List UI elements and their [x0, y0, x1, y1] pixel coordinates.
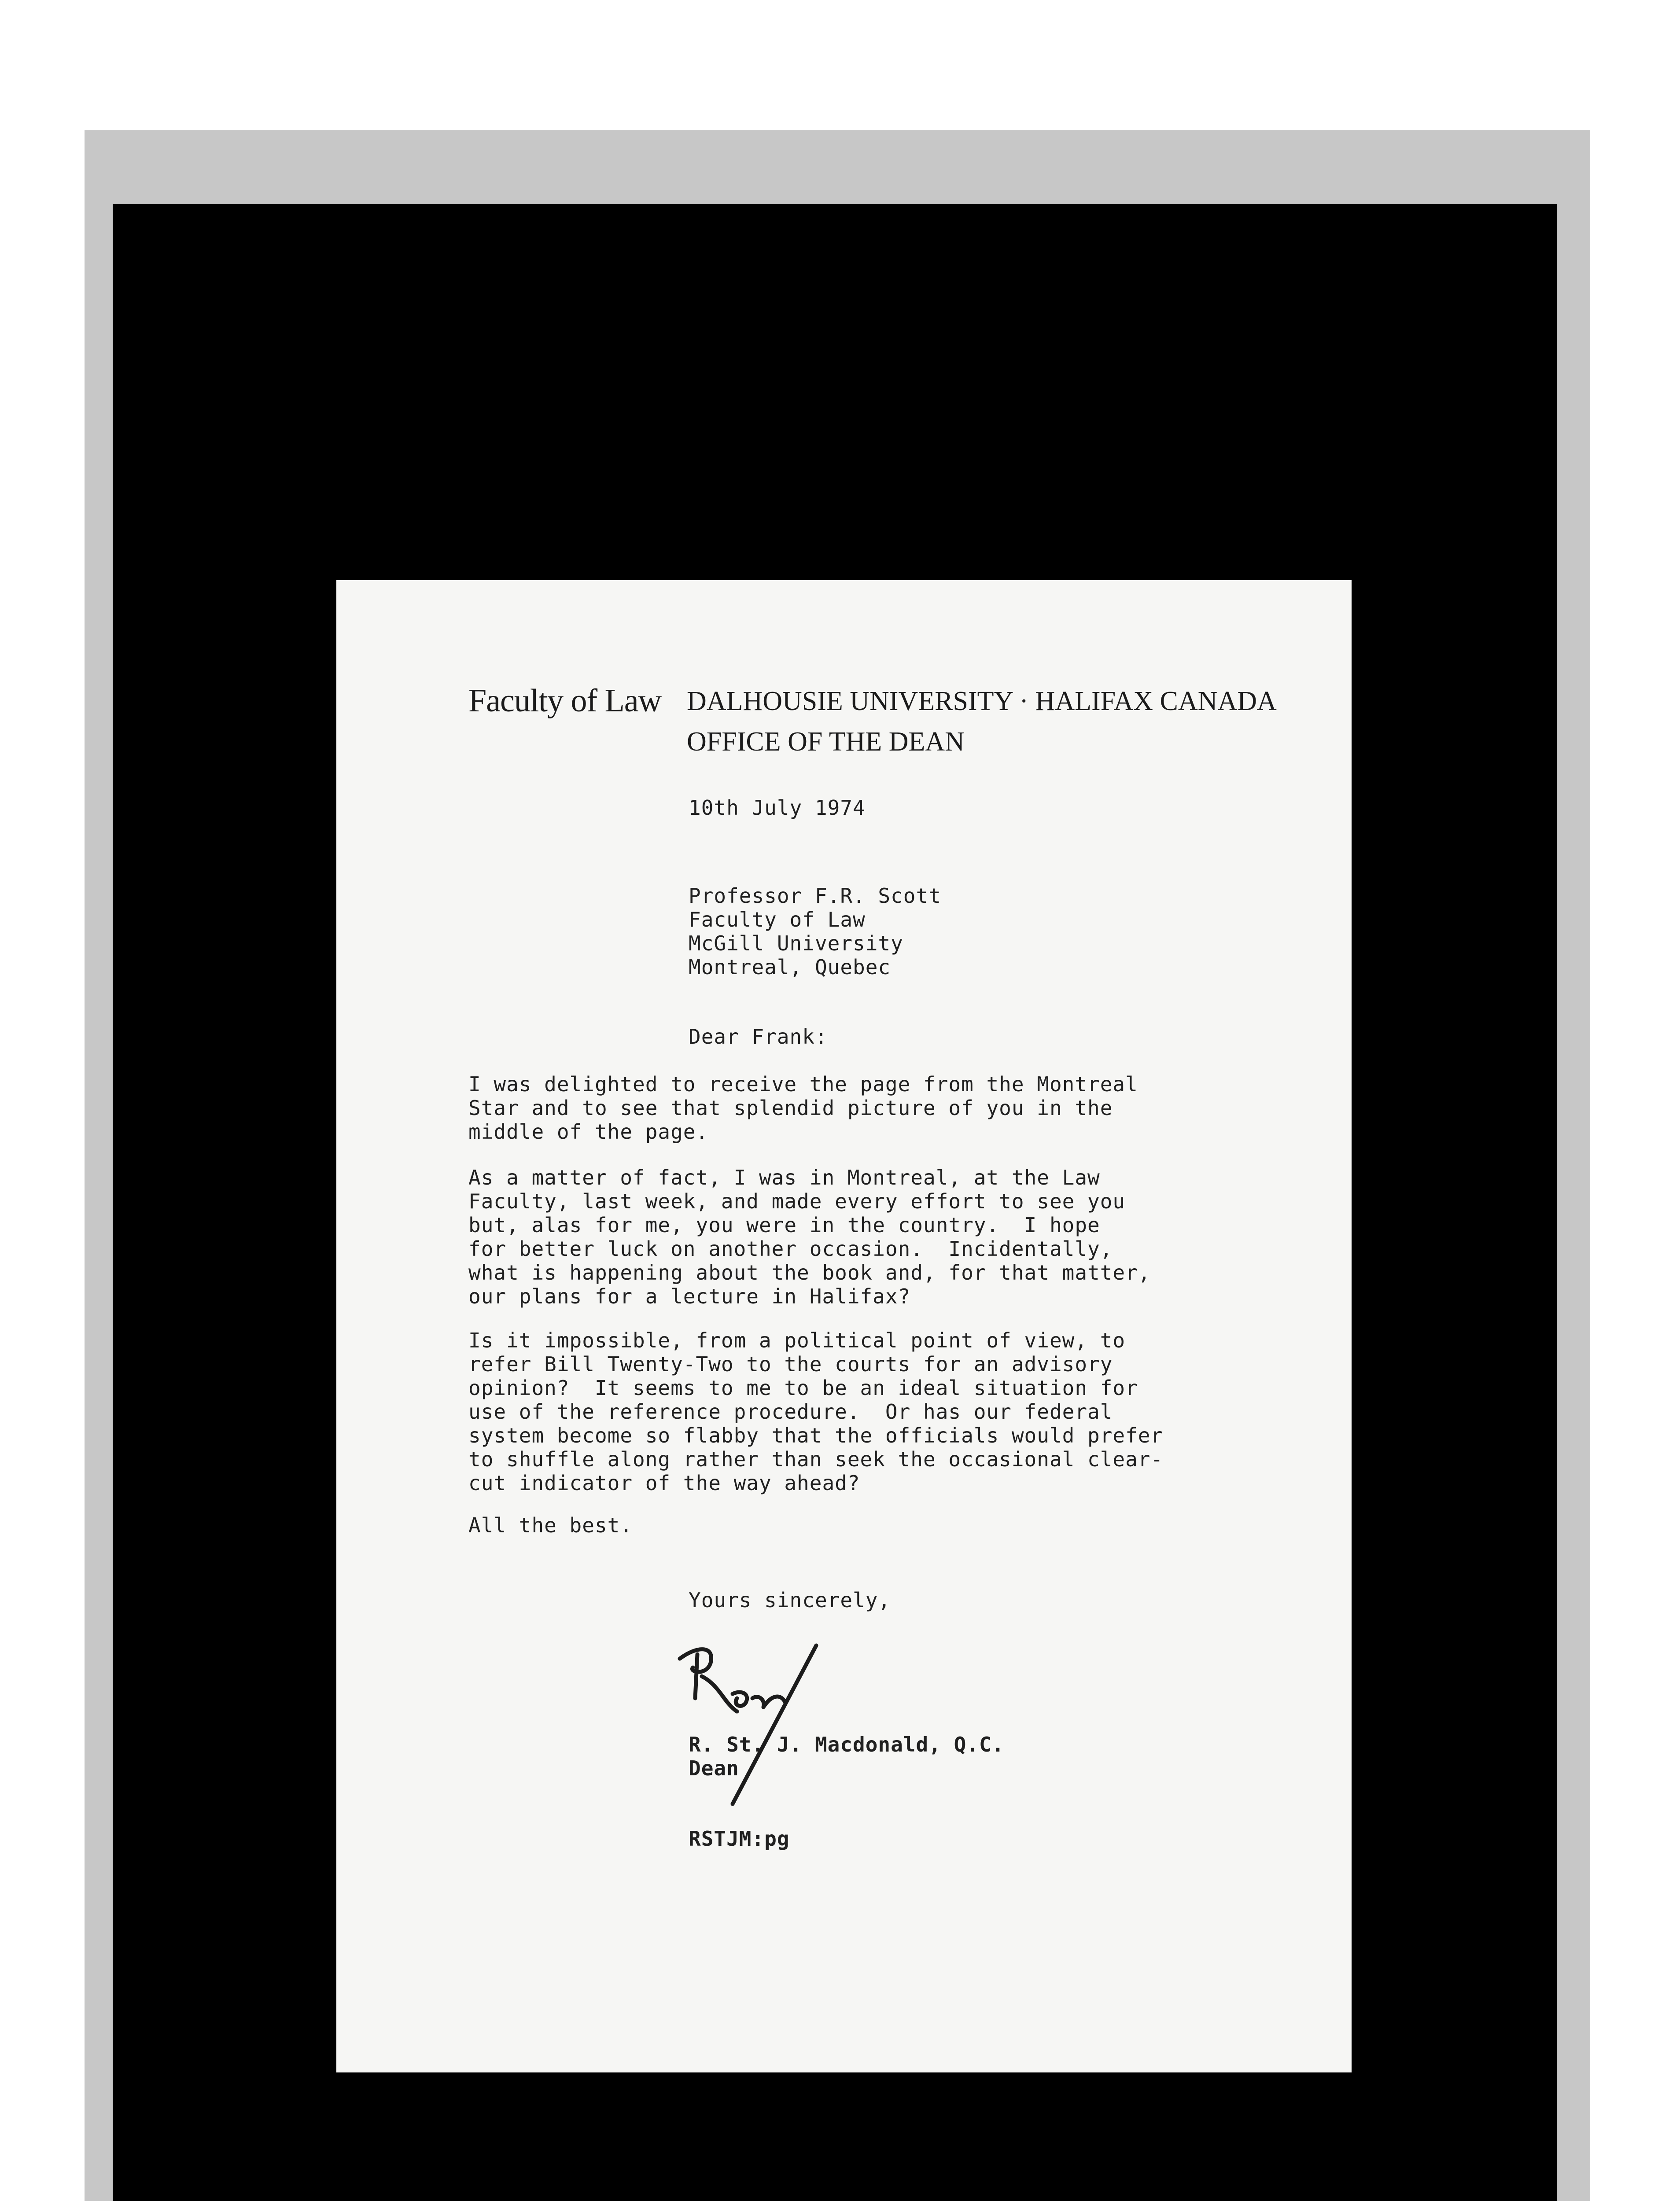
recipient-line: Professor F.R. Scott — [689, 884, 941, 908]
letterhead-office: OFFICE OF THE DEAN — [687, 727, 965, 757]
signer-name: R. St. J. Macdonald, Q.C. — [689, 1733, 1005, 1756]
letter-paragraph: As a matter of fact, I was in Montreal, at the Law Faculty, last week, and made every effort to see you but, alas for me, you were in the country. I hope for better luck on another occasion. Incidentally, what is happening about the book and, for that matter, our plans for a lecture in Halifax? — [468, 1166, 1151, 1308]
recipient-line: Faculty of Law — [689, 908, 866, 931]
signer-title: Dean — [689, 1756, 739, 1780]
salutation: Dear Frank: — [689, 1025, 828, 1049]
letterhead-faculty: Faculty of Law — [468, 683, 662, 719]
letterhead-university: DALHOUSIE UNIVERSITY · HALIFAX CANADA — [687, 686, 1277, 716]
letter-page — [336, 580, 1352, 2072]
closing: Yours sincerely, — [689, 1588, 891, 1612]
signature-mark — [671, 1628, 856, 1813]
letter-date: 10th July 1974 — [689, 796, 866, 820]
reference-initials: RSTJM:pg — [689, 1827, 790, 1851]
recipient-line: Montreal, Quebec — [689, 955, 891, 979]
letter-paragraph: I was delighted to receive the page from the Montreal Star and to see that splendid picture of you in the middle of the page. — [468, 1072, 1138, 1144]
letter-paragraph: All the best. — [468, 1513, 633, 1537]
recipient-line: McGill University — [689, 931, 903, 955]
letter-paragraph: Is it impossible, from a political point of view, to refer Bill Twenty-Two to the courts for an advisory opinion? It seems to me to be an ideal situation for use of the reference procedure. Or has our federal system become so flabby that the officials would prefer to shuffle along rather than seek the occasional clear- cut indicator of the way ahead? — [468, 1329, 1164, 1495]
